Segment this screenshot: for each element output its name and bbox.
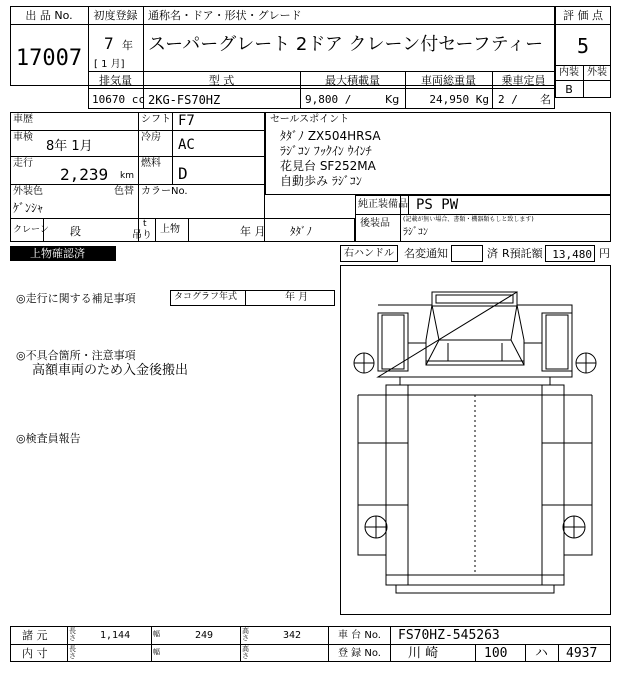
interior-grade: B: [565, 83, 573, 96]
fuel: D: [178, 164, 188, 183]
history-label: 車歴: [13, 114, 33, 125]
height-label: 高さ: [242, 627, 249, 642]
sales-point-line: ﾀﾀﾞﾉ ZX504HRSA: [280, 129, 381, 143]
mileage: 2,239: [60, 165, 109, 184]
registration-label: 登 録 No.: [338, 648, 381, 659]
title-label: 通称名・ドア・形状・グレード: [148, 9, 302, 22]
inspector-report-label: ◎検査員報告: [16, 432, 81, 445]
recycle-unit: 円: [599, 247, 610, 260]
height: 342: [283, 630, 302, 641]
sales-point-line: ﾗｼﾞｺﾝ ﾌｯｸｲﾝ ｳｲﾝﾁ: [280, 144, 372, 158]
chassis-label: 車 台 No.: [338, 630, 381, 641]
capacity: 2 /: [498, 93, 518, 106]
max-load: 9,800 /: [305, 93, 352, 106]
max-load-unit: Kg: [385, 93, 400, 106]
length: 1,144: [100, 630, 131, 641]
aftermarket-note: (記載が無い場合、書類・機器類もしと致します): [403, 216, 534, 223]
crane-label: クレーン: [13, 225, 49, 235]
gross-weight: 24,950 Kg: [429, 93, 489, 106]
ac: AC: [178, 137, 195, 153]
rhd-flag: 右ハンドル: [344, 248, 394, 259]
dims-label: 諸 元: [22, 629, 48, 642]
crane-hook: 吊り: [132, 230, 152, 241]
first-registration-year: 7: [104, 34, 114, 53]
crane-t: t: [143, 219, 147, 229]
mileage-label: 走行: [13, 158, 33, 169]
body-color: ｹﾞﾝｼｬ: [13, 201, 44, 215]
aftermarket-label: 後装品: [360, 218, 390, 229]
genuine-equipment-label: 純正装備品: [358, 199, 408, 210]
shift-label: シフト: [141, 114, 171, 125]
fuel-label: 燃料: [141, 158, 161, 169]
genuine-equipment: PS PW: [416, 197, 459, 213]
truck-outline-diagram: [340, 265, 611, 615]
shift: F7: [178, 113, 195, 129]
gross-weight-label: 車両総重量: [421, 74, 476, 87]
confirmed-label: 上物確認済: [30, 247, 85, 260]
color-change-label: 色替: [114, 186, 134, 197]
max-load-label: 最大積載量: [325, 74, 380, 87]
vehicle-title: スーパーグレート 2ドア クレーン付セーフティー: [148, 34, 544, 55]
width-label: 幅: [153, 630, 160, 638]
aftermarket: ﾗｼﾞｺﾝ: [403, 227, 428, 238]
inner-height-label: 高さ: [242, 645, 249, 660]
defects-label: ◎不具合箇所・注意事項: [16, 349, 136, 362]
recycle-amount: 13,480: [552, 248, 592, 261]
upper-maker: ﾀﾀﾞﾉ: [290, 225, 312, 238]
exterior-label: 外装: [587, 67, 607, 78]
mileage-unit: km: [120, 171, 134, 181]
grade-label: 評 価 点: [563, 9, 603, 22]
sales-point-line: 自動歩み ﾗｼﾞｺﾝ: [280, 174, 362, 188]
recycle-paid: 済: [487, 247, 498, 260]
model: 2KG-FS70HZ: [148, 93, 221, 107]
defects-text: 高額車両のため入金後搬出: [32, 363, 189, 378]
color-no-label: カラーNo.: [141, 186, 188, 197]
lot-no: 17007: [15, 46, 83, 71]
registration-class: 100: [484, 646, 508, 661]
width: 249: [195, 630, 214, 641]
ac-label: 冷房: [141, 132, 161, 143]
sales-points-label: セールスポイント: [270, 114, 350, 125]
crane-step: 段: [70, 225, 81, 238]
registration-kana: ハ: [535, 646, 549, 661]
length-label: 長さ: [69, 627, 76, 642]
inspection: 8年 1月: [46, 139, 93, 154]
body-color-label: 外装色: [13, 186, 43, 197]
displacement-label: 排気量: [99, 74, 132, 87]
chassis-number: FS70HZ-545263: [398, 628, 500, 643]
inner-dims-label: 内 寸: [22, 647, 48, 660]
registration-area: 川 崎: [408, 646, 439, 661]
lot-no-label: 出 品 No.: [25, 9, 73, 22]
tachograph-date: 年 月: [285, 292, 309, 303]
name-change-label: 名変通知: [404, 247, 448, 260]
inner-length-label: 長さ: [69, 645, 76, 660]
overall-grade: 5: [576, 34, 590, 58]
inner-width-label: 幅: [153, 648, 160, 656]
upper-label: 上物: [160, 224, 180, 235]
recycle-label: R預託額: [502, 247, 543, 260]
capacity-label: 乗車定員: [501, 74, 546, 87]
sales-point-line: 花見台 SF252MA: [280, 159, 376, 173]
first-registration-month: [ 1 月]: [94, 59, 125, 70]
inspection-label: 車検: [13, 132, 33, 143]
year-unit: 年: [122, 39, 133, 52]
model-label: 型 式: [208, 74, 235, 87]
interior-label: 内装: [559, 67, 579, 78]
displacement: 10670 cc: [92, 93, 145, 106]
registration-number: 4937: [566, 646, 598, 661]
tachograph-label: タコグラフ年式: [174, 292, 238, 302]
driving-notes-label: ◎走行に関する補足事項: [16, 292, 136, 305]
capacity-unit: 名: [540, 93, 551, 106]
upper-date: 年 月: [240, 225, 266, 238]
first-registration-label: 初度登録: [93, 9, 138, 22]
